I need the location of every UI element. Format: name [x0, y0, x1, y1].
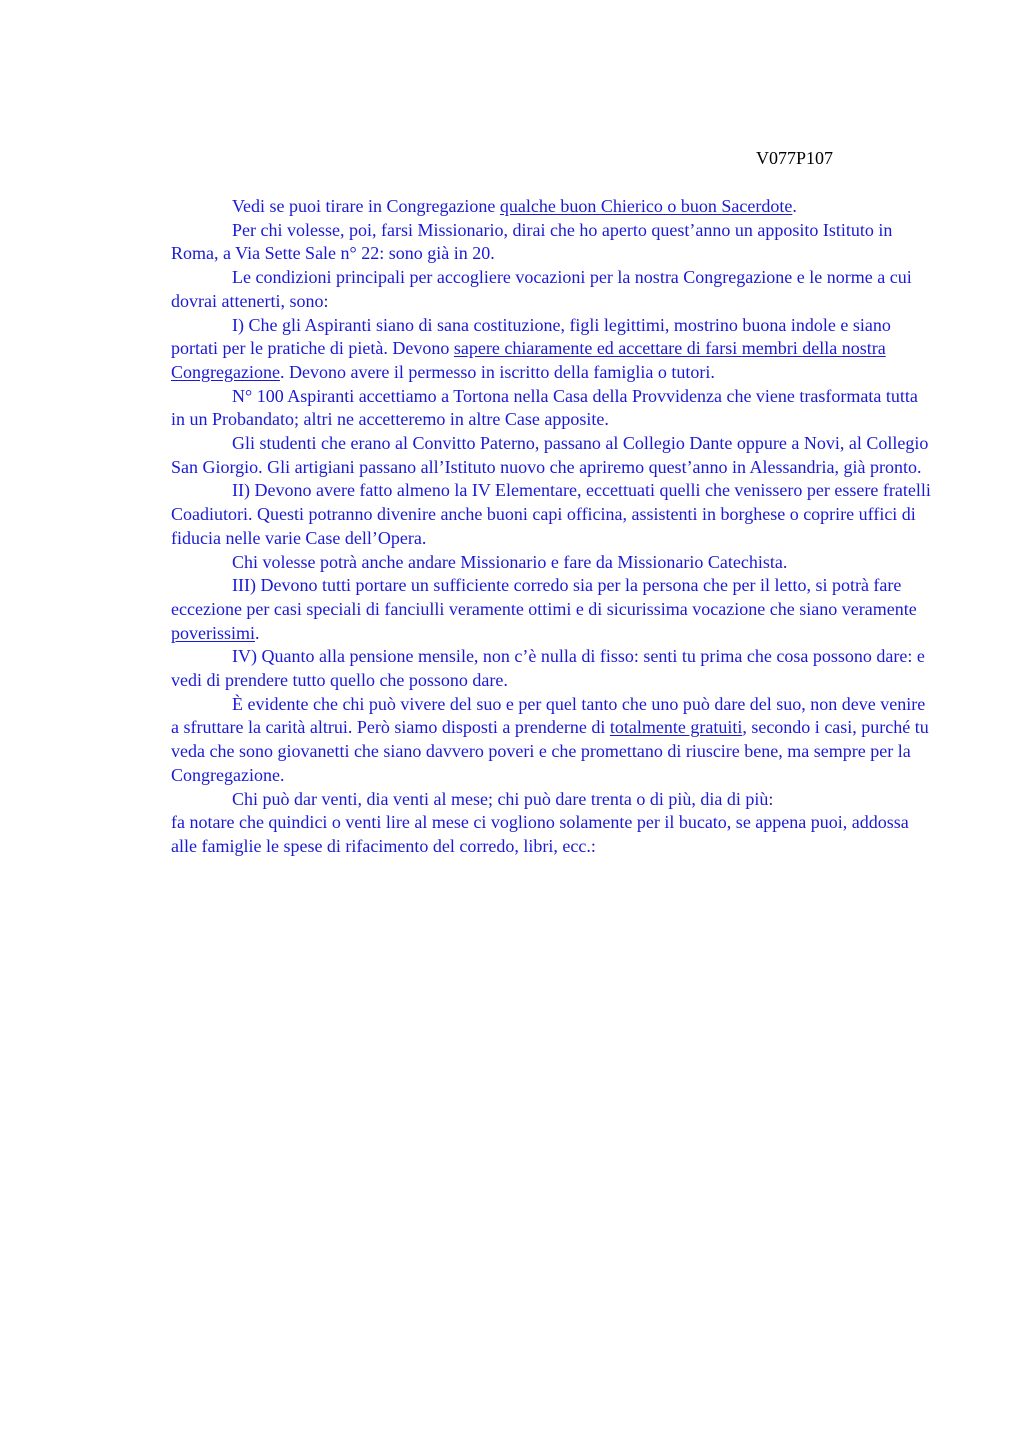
paragraph-4: [171, 314, 931, 385]
paragraph-12-text: Chi può dar venti, dia venti al mese; chi può dare trenta o di più, dia di più:: [232, 788, 774, 809]
paragraph-6-text: Gli studenti che erano al Convitto Paterno, passano al Collegio Dante oppure a Novi, al Collegio San Giorgio. Gli artigiani passano all’Istituto nuovo che apriremo quest’anno in Alessandria, già pronto.: [171, 433, 929, 477]
paragraph-2: [171, 219, 931, 266]
paragraph-3-text: Le condizioni principali per accogliere vocazioni per la nostra Congregazione e le norme a cui dovrai attenerti, sono:: [171, 267, 912, 311]
paragraph-11-underlined: totalmente gratuiti: [609, 717, 743, 738]
paragraph-4-text: I) Che gli Aspiranti siano di sana costituzione, figli legittimi, mostrino buona indole e siano portati per le pratiche di pietà. Devono: [171, 314, 891, 359]
document-id: V077P107: [756, 148, 834, 168]
paragraph-1-end: .: [792, 196, 797, 216]
paragraph-6: [171, 432, 931, 479]
letter-body: [171, 195, 931, 859]
paragraph-9: [171, 574, 931, 645]
paragraph-3: [171, 266, 931, 313]
paragraph-12: [171, 788, 931, 812]
paragraph-7: [171, 479, 931, 550]
paragraph-7-text: II) Devono avere fatto almeno la IV Elementare, eccettuati quelli che venissero per essere fratelli Coadiutori. Questi potranno divenire anche buoni capi officina, assistenti in borghese o coprire uffici di fiducia nelle varie Case dell’Opera.: [171, 480, 931, 548]
paragraph-10-text: IV) Quanto alla pensione mensile, non c’è nulla di fisso: senti tu prima che cosa possono dare: e vedi di prendere tutto quello che possono dare.: [171, 646, 925, 691]
paragraph-11: [171, 693, 931, 788]
paragraph-9-text: III) Devono tutti portare un sufficiente corredo sia per la persona che per il letto, si potrà fare eccezione per casi speciali di fanciulli veramente ottimi e di sicurissima vocazione che siano veramente: [171, 575, 917, 619]
paragraph-1-underlined: qualche buon Chierico o buon Sacerdote: [499, 196, 793, 216]
paragraph-4-end: . Devono avere il permesso in iscritto della famiglia o tutori.: [279, 361, 715, 382]
paragraph-5-text: N° 100 Aspiranti accettiamo a Tortona nella Casa della Provvidenza che viene trasformata tutta in un Probandato; altri ne accetteremo in altre Case apposite.: [171, 385, 918, 430]
paragraph-11-text: È evidente che chi può vivere del suo e per quel tanto che uno può dare del suo, non deve venire a sfruttare la carità altrui. Però siamo disposti a prenderne di: [171, 693, 926, 738]
paragraph-4-underlined: sapere chiaramente ed accettare di farsi membri della nostra Congregazione: [171, 338, 886, 382]
paragraph-1-text: Vedi se puoi tirare in Congregazione: [232, 196, 500, 216]
paragraph-9-end: .: [255, 622, 260, 643]
paragraph-11-end: , secondo i casi, purché tu veda che sono giovanetti che siano davvero poveri e che promettano di riuscire bene, ma sempre per la Congregazione.: [171, 717, 929, 785]
paragraph-2-text: Per chi volesse, poi, farsi Missionario, dirai che ho aperto quest’anno un apposito Istituto in Roma, a Via Sette Sale n° 22: sono già in 20.: [171, 219, 893, 264]
paragraph-8-text: Chi volesse potrà anche andare Missionario e fare da Missionario Catechista.: [232, 551, 788, 572]
paragraph-10: [171, 645, 931, 692]
paragraph-1: [171, 195, 931, 219]
paragraph-9-underlined: poverissimi: [171, 622, 255, 643]
paragraph-13-text: fa notare che quindici o venti lire al mese ci vogliono solamente per il bucato, se appena puoi, addossa alle famiglie le spese di rifacimento del corredo, libri, ecc.:: [171, 812, 909, 856]
paragraph-13: [171, 811, 931, 858]
paragraph-5: [171, 385, 931, 432]
paragraph-8: [171, 551, 931, 575]
